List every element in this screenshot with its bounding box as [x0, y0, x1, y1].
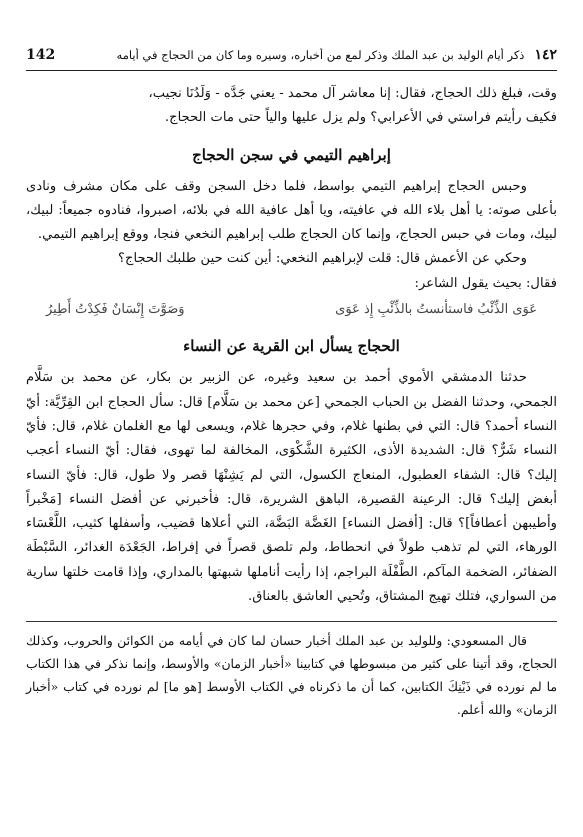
page-body	[26, 82, 557, 722]
verse-hemistich-2: وَصَوَّتَ إِنْسَانٌ فَكِدْتُ أَطِيرُ	[46, 302, 185, 318]
intro-line-2: فكيف رأيتم فراستي في الأعرابي؟ ولم يزل عليها والياً حتى مات الحجاج.	[164, 110, 557, 126]
section-heading-hajjaj: الحجاج يسأل ابن القرية عن النساء	[183, 337, 400, 356]
section-heading-ibrahim: إبراهيم التيمي في سجن الحجاج	[192, 145, 391, 164]
divider	[26, 621, 557, 622]
section2-paragraph: حدثنا الدمشقي الأموي أحمد بن سعيد وغيره، عن الزبير بن بكار، عن محمد بن سَلَّام الجمحي، وحدثنا الفضل بن الحباب الجمحي [عن محمد بن سَلَّام] قال: سأل الحجاج ابن القِرِّيَّة: أيّ النساء أحمد؟ قال: التي في بطنها غلام، وفي حجرها غلام، ويسعى لها مع الغلمان غلام، قال: فأيّ النساء شَرٌّ؟ قال: الشديدة الأذى، الكثيرة الشَّكْوَى، المخالفة لما تهوى، فقال: أيّ النساء أعجب إليك؟ قال: الشفاء العطبول، المنعاج الكسول، التي لم يَشِنْهَا قصر ولا طول، قال: فأيّ النساء أبغض إليك؟ قال: الرعينة القصيرة، الباهق الشريرة، قال: فأخبرني عن أفضل النساء [مَخْبراً وأطيبهن أعطافاً]؟ قال: [أفضل النساء] الغَضَّة البَضَّة، التي أعلاها قضيب، وأسفلها كثيب، اللَّعْسَاء الورهاء، التي لم تذهب طولاً في انحطاط، ولم تلصق قصراً في إفراط، الجَعْدَة الغدائر، السَّبْطَة الضفائر، الضخمة المآكم، الطَّفْلَة البراجم، إذا رأيت أناملها شبهتها بالمداري، وإذا قامت خلتها سارية من السواري، فتلك تهيج المشتاق، وتُحيي العاشق بالعناق.	[26, 370, 557, 605]
section1-paragraph-1: وحبس الحجاج إبراهيم التيمي بواسط، فلما دخل السجن وقف على مكان مشرف ونادى بأعلى صوته: يا أهل بلاء الله في عافيته، ويا أهل عافية الله في بلائه، اصبروا، فنادوه جميعاً: لبيك، لبيك، ومات في حبس الحجاج، وإنما كان الحجاج طلب إبراهيم النخعي فنجا، ووقع إبراهيم التيمي.	[26, 178, 557, 243]
running-title: ذكر أيام الوليد بن عبد الملك وذكر لمع من أخباره، وسيره وما كان من الحجاج في أيامه	[116, 48, 525, 62]
section1-quote-intro: فقال: بحيث يقول الشاعر:	[414, 275, 557, 291]
poetry-verse	[26, 298, 557, 322]
page-number: 142	[26, 47, 56, 63]
masudi-note: قال المسعودي: وللوليد بن عبد الملك أخبار حسان لما كان في أيامه من الكوائن والحروب، وكذلك الحجاج، وقد أتينا على كثير من مبسوطها في كتابينا «أخبار الزمان» والأوسط، وإنما نذكر في هذا الكتاب ما لم نورده في ذَيْنِكَ الكتابين، كما أن ما ذكرناه في الكتاب الأوسط [هو ما] لم نورده في كتاب «أخبار الزمان» والله أعلم.	[26, 633, 557, 717]
intro-line-1: وقت، فبلغ ذلك الحجاج، فقال: إنا معاشر آل محمد - يعني جَدَّه - وَلَدُنَا نجيب،	[148, 86, 557, 101]
verse-hemistich-1: عَوَى الذِّئْبُ فاستأنستُ بالذِّئْبِ إِذ عَوَى	[335, 302, 537, 318]
page-header	[26, 40, 557, 71]
arabic-page-number: ١٤٢	[534, 47, 557, 63]
section1-paragraph-2: وحكي عن الأعمش قال: قلت لإبراهيم النخعي: أين كنت حين طلبك الحجاج؟	[117, 251, 527, 267]
